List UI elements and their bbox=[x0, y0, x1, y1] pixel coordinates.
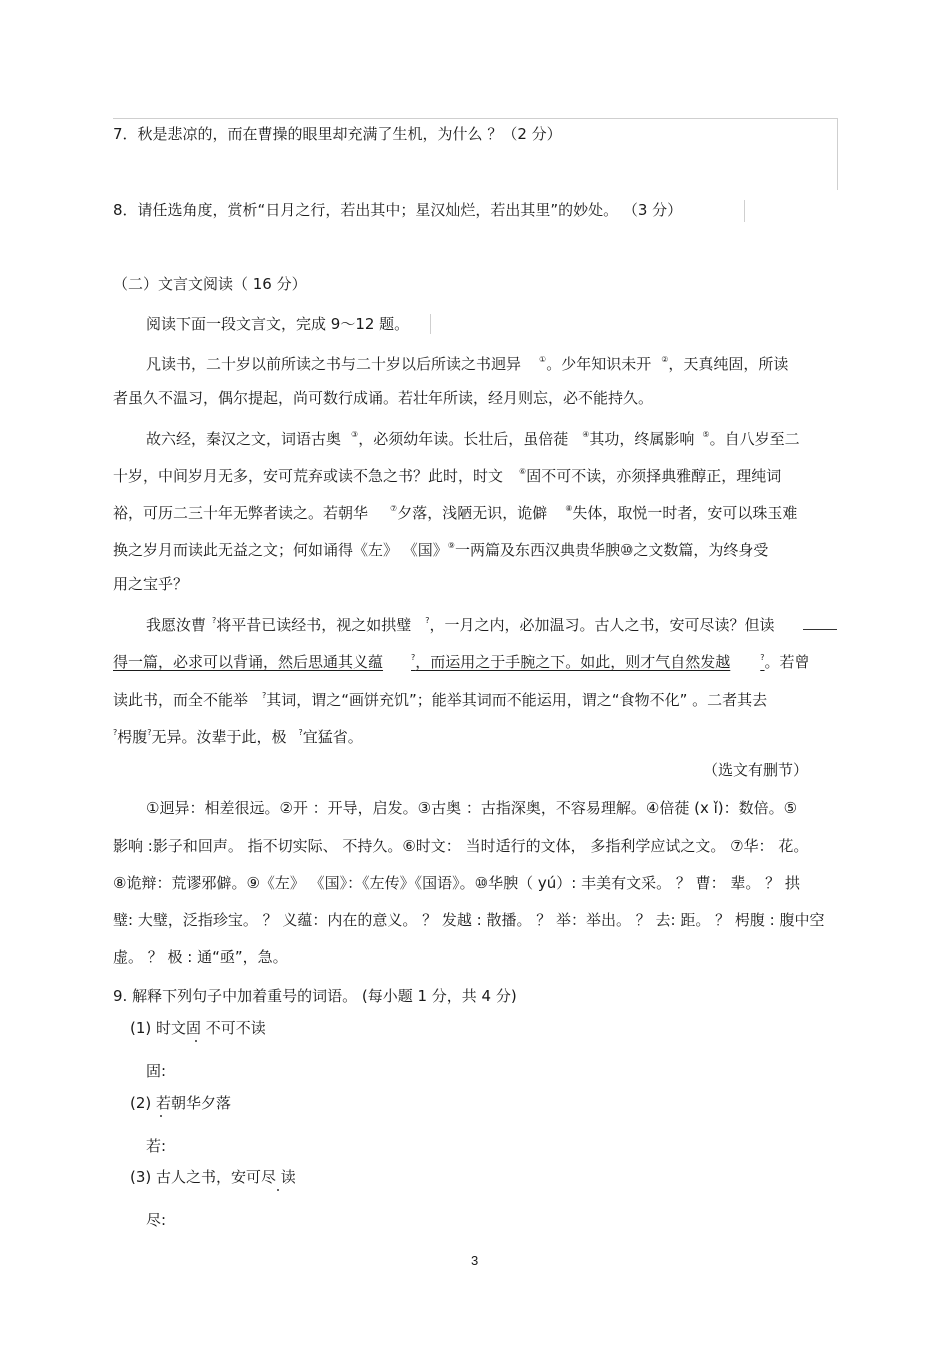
passage-line: 换之岁月而读此无益之文；何如诵得《左》 《国》⑨一两篇及东西汉典贵华腴⑩之文数篇，为终身受 bbox=[113, 541, 769, 559]
frame-right-line-q8 bbox=[744, 200, 745, 222]
passage-line-underlined: 得一篇，必求可以背诵，然后思通其义蕴 ?，而运用之于手腕之下。如此，则才气自然发越 ?。若曾 bbox=[113, 653, 810, 671]
q9-item-sentence: (2) 若朝华夕落 bbox=[130, 1094, 232, 1112]
passage-line: 读此书，而全不能举 ?其词，谓之“画饼充饥”；能举其词而不能运用，谓之“食物不化” 。二者其去 bbox=[113, 691, 768, 709]
question-8: 8．请任选角度，赏析“日月之行，若出其中；星汉灿烂，若出其里”的妙处。 （3 分） bbox=[113, 201, 683, 219]
frame-top-line bbox=[113, 118, 837, 119]
frame-right-line bbox=[837, 118, 838, 190]
page-number: 3 bbox=[471, 1253, 479, 1268]
notes-line: 影响 :影子和回声。 指不切实际、 不持久。⑥时文： 当时适行的文体， 多指利学应试之文。 ⑦华： 花。 bbox=[113, 837, 809, 855]
notes-line: 虚。 ？ 极 : 通“亟”，急。 bbox=[113, 948, 288, 966]
instruction: 阅读下面一段文言文，完成 9～12 题。 bbox=[146, 315, 410, 333]
underline-blank bbox=[803, 629, 837, 630]
q9-item-sentence: (1) 时文固 不可不读 bbox=[130, 1019, 266, 1037]
question-9-stem: 9. 解释下列句子中加着重号的词语。 (每小题 1 分，共 4 分) bbox=[113, 987, 517, 1005]
passage-line: 故六经，秦汉之文，词语古奥 ③，必须幼年读。长壮后，虽倍蓰 ④其功，终属影响 ⑤。自八岁至二 bbox=[146, 430, 800, 448]
notes-line: ①迥异：相差很远。②开 ：开导，启发。③古奥 ：古指深奥，不容易理解。④倍蓰 (x ǐ)：数倍。⑤ bbox=[146, 799, 798, 817]
passage-line: 用之宝乎？ bbox=[113, 575, 189, 593]
passage-line: 十岁，中间岁月无多，安可荒弃或读不急之书？此时，时文 ⑥固不可不读，亦须择典雅醇正，理纯词 bbox=[113, 467, 782, 485]
passage-line: 我愿汝曹 ?将平昔已读经书，视之如拱璧 ?，一月之内，必加温习。古人之书，安可尽读？但读 bbox=[146, 616, 775, 634]
notes-line: ⑧诡辩：荒谬邪僻。⑨《左》 《国》：《左传》《国语》。⑩华腴（ yú）: 丰美有文采。 ？ 曹： 辈。 ？ 拱 bbox=[113, 874, 800, 892]
q9-answer-label: 若: bbox=[146, 1137, 167, 1155]
q9-answer-label: 固: bbox=[146, 1062, 167, 1080]
source-note: （选文有删节） bbox=[703, 761, 809, 779]
emphasis-dot bbox=[160, 1115, 162, 1117]
q9-item-sentence: (3) 古人之书，安可尽 读 bbox=[130, 1168, 296, 1186]
notes-line: 璧: 大璧，泛指珍宝。 ？ 义蕴：内在的意义。 ？ 发越 : 散播。 ？ 举：举出。 ？ 去: 距。 ？ 枵腹 : 腹中空 bbox=[113, 911, 825, 929]
frame-right-line-instruction bbox=[430, 314, 431, 334]
q9-answer-label: 尽: bbox=[146, 1211, 167, 1229]
passage-line: 凡读书，二十岁以前所读之书与二十岁以后所读之书迥异 ①。少年知识未开 ②，天真纯固，所读 bbox=[146, 355, 789, 373]
emphasis-dot bbox=[277, 1189, 279, 1191]
emphasis-dot bbox=[195, 1040, 197, 1042]
passage-line: 者虽久不温习，偶尔提起，尚可数行成诵。若壮年所读，经月则忘，必不能持久。 bbox=[113, 389, 654, 407]
question-7: 7．秋是悲凉的，而在曹操的眼里却充满了生机，为什么 ？（2 分） bbox=[113, 125, 562, 143]
section-title: （二）文言文阅读（ 16 分） bbox=[113, 275, 307, 293]
passage-line: 裕，可历二三十年无弊者读之。若朝华 ⑦夕落，浅陋无识，诡僻 ⑧失体，取悦一时者，安可以珠玉难 bbox=[113, 504, 798, 522]
passage-line: ?枵腹?无异。汝辈于此，极 ?宜猛省。 bbox=[113, 728, 363, 746]
